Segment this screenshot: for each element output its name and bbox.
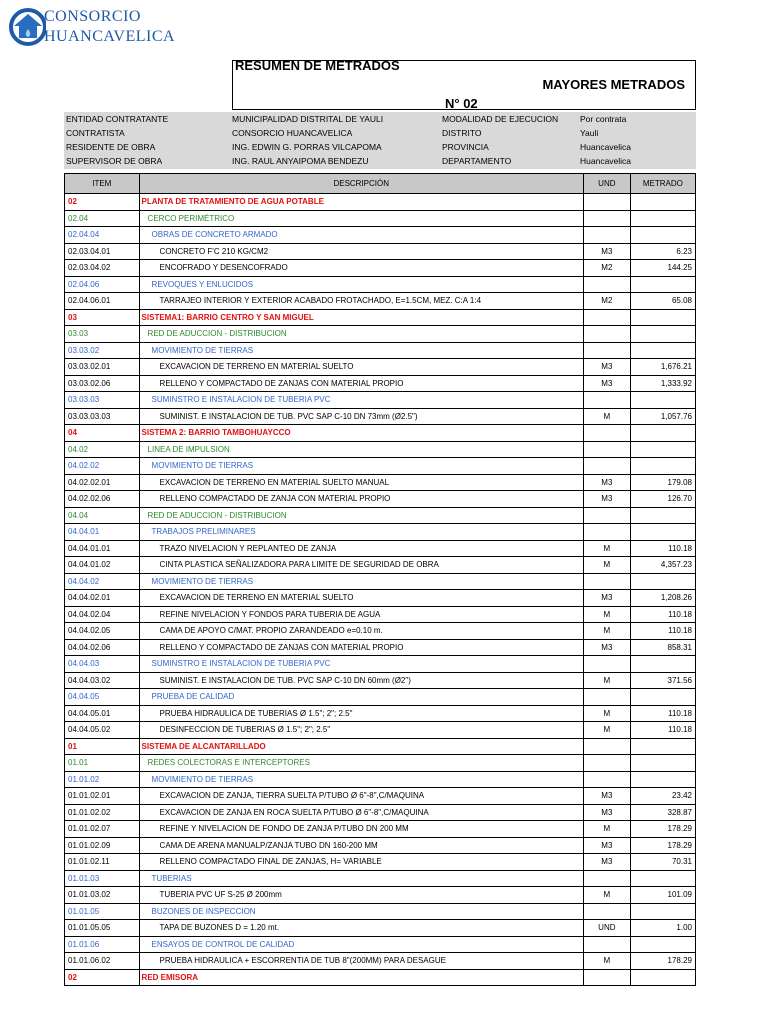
logo-line-2: HUANCAVELICA — [44, 28, 176, 45]
row-description: CONCRETO F'C 210 KG/CM2 — [139, 243, 583, 260]
row-metrado: 371.56 — [630, 672, 695, 689]
row-unit — [583, 969, 630, 986]
row-description: TAPA DE BUZONES D = 1.20 mt. — [139, 920, 583, 937]
row-item: 02 — [65, 969, 140, 986]
row-item: 04 — [65, 425, 140, 442]
table-row — [65, 722, 696, 739]
row-description: TUBERIAS — [139, 870, 583, 887]
title-box — [232, 60, 696, 110]
row-description: SUMINIST. E INSTALACION DE TUB. PVC SAP C-10 DN 60mm (Ø2") — [139, 672, 583, 689]
table-row — [65, 821, 696, 838]
row-item: 01 — [65, 738, 140, 755]
row-item: 01.01.05.05 — [65, 920, 140, 937]
row-item: 02 — [65, 194, 140, 211]
row-metrado — [630, 870, 695, 887]
row-unit — [583, 689, 630, 706]
row-item: 01.01.03.02 — [65, 887, 140, 904]
row-unit: M3 — [583, 837, 630, 854]
row-item: 04.02.02 — [65, 458, 140, 475]
logo-line-1: CONSORCIO — [44, 8, 141, 25]
row-metrado: 23.42 — [630, 788, 695, 805]
row-unit: M — [583, 606, 630, 623]
table-row — [65, 309, 696, 326]
table-row — [65, 689, 696, 706]
table-row — [65, 474, 696, 491]
row-unit: M — [583, 821, 630, 838]
row-metrado — [630, 392, 695, 409]
row-metrado — [630, 425, 695, 442]
row-description: SISTEMA1: BARRIO CENTRO Y SAN MIGUEL — [139, 309, 583, 326]
row-item: 04.04.02 — [65, 573, 140, 590]
row-unit — [583, 309, 630, 326]
header-desc: DESCRIPCIÓN — [139, 174, 583, 194]
row-item: 02.04 — [65, 210, 140, 227]
info-label: DISTRITO — [442, 128, 482, 138]
row-metrado — [630, 573, 695, 590]
row-item: 04.04.01.02 — [65, 557, 140, 574]
table-row — [65, 788, 696, 805]
row-item: 04.04.01.01 — [65, 540, 140, 557]
row-unit — [583, 656, 630, 673]
header-metrado: METRADO — [630, 174, 695, 194]
row-description: TRAZO NIVELACION Y REPLANTEO DE ZANJA — [139, 540, 583, 557]
row-item: 04.04.02.06 — [65, 639, 140, 656]
table-row — [65, 573, 696, 590]
row-description: RELLENO Y COMPACTADO DE ZANJAS CON MATERIAL PROPIO — [139, 375, 583, 392]
row-item: 03 — [65, 309, 140, 326]
row-item: 01.01.02.02 — [65, 804, 140, 821]
row-metrado — [630, 524, 695, 541]
row-item: 04.04.02.01 — [65, 590, 140, 607]
row-unit — [583, 458, 630, 475]
row-metrado: 179.08 — [630, 474, 695, 491]
row-unit — [583, 573, 630, 590]
row-description: PRUEBA DE CALIDAD — [139, 689, 583, 706]
row-unit: M — [583, 887, 630, 904]
row-metrado — [630, 755, 695, 772]
row-unit: M — [583, 408, 630, 425]
row-metrado: 328.87 — [630, 804, 695, 821]
row-metrado — [630, 309, 695, 326]
row-description: SUMINSTRO E INSTALACION DE TUBERIA PVC — [139, 656, 583, 673]
row-description: REDES COLECTORAS E INTERCEPTORES — [139, 755, 583, 772]
row-description: EXCAVACION DE ZANJA, TIERRA SUELTA P/TUBO Ø 6"-8",C/MAQUINA — [139, 788, 583, 805]
table-row — [65, 491, 696, 508]
row-unit — [583, 870, 630, 887]
row-unit: M — [583, 672, 630, 689]
row-unit — [583, 194, 630, 211]
row-metrado: 101.09 — [630, 887, 695, 904]
row-description: LINEA DE IMPULSION — [139, 441, 583, 458]
row-description: EXCAVACION DE ZANJA EN ROCA SUELTA P/TUBO Ø 6"-8",C/MAQUINA — [139, 804, 583, 821]
row-metrado — [630, 507, 695, 524]
row-metrado — [630, 276, 695, 293]
row-description: TRABAJOS PRELIMINARES — [139, 524, 583, 541]
row-metrado: 110.18 — [630, 705, 695, 722]
row-description: OBRAS DE CONCRETO ARMADO — [139, 227, 583, 244]
info-value: Huancavelica — [580, 156, 632, 166]
row-unit: M3 — [583, 854, 630, 871]
row-item: 02.04.04 — [65, 227, 140, 244]
row-description: CINTA PLASTICA SEÑALIZADORA PARA LIMITE DE SEGURIDAD DE OBRA — [139, 557, 583, 574]
row-item: 02.04.06.01 — [65, 293, 140, 310]
row-metrado — [630, 458, 695, 475]
table-row — [65, 227, 696, 244]
row-metrado: 178.29 — [630, 837, 695, 854]
row-unit — [583, 755, 630, 772]
row-item: 03.03 — [65, 326, 140, 343]
row-unit — [583, 738, 630, 755]
row-unit: M2 — [583, 293, 630, 310]
row-description: MOVIMIENTO DE TIERRAS — [139, 342, 583, 359]
company-logo — [0, 0, 176, 52]
row-metrado: 858.31 — [630, 639, 695, 656]
table-header-row — [65, 174, 696, 194]
row-item: 01.01.02.01 — [65, 788, 140, 805]
info-label: CONTRATISTA — [66, 128, 125, 138]
row-unit: M — [583, 705, 630, 722]
row-description: PLANTA DE TRATAMIENTO DE AGUA POTABLE — [139, 194, 583, 211]
info-row — [64, 154, 696, 168]
info-label: SUPERVISOR DE OBRA — [66, 156, 163, 166]
row-metrado — [630, 903, 695, 920]
table-row — [65, 276, 696, 293]
row-item: 04.04.05 — [65, 689, 140, 706]
table-row — [65, 755, 696, 772]
row-metrado — [630, 936, 695, 953]
table-row — [65, 854, 696, 871]
row-unit — [583, 392, 630, 409]
row-unit — [583, 507, 630, 524]
info-row — [64, 126, 696, 140]
row-item: 04.02 — [65, 441, 140, 458]
row-description: SUMINSTRO E INSTALACION DE TUBERIA PVC — [139, 392, 583, 409]
info-row — [64, 140, 696, 154]
table-row — [65, 342, 696, 359]
table-row — [65, 887, 696, 904]
row-description: CAMA DE APOYO C/MAT. PROPIO ZARANDEADO e=0.10 m. — [139, 623, 583, 640]
row-unit: M — [583, 623, 630, 640]
table-row — [65, 375, 696, 392]
row-description: SISTEMA 2: BARRIO TAMBOHUAYCCO — [139, 425, 583, 442]
row-item: 03.03.02.06 — [65, 375, 140, 392]
row-unit — [583, 276, 630, 293]
row-metrado: 144.25 — [630, 260, 695, 277]
project-info — [64, 112, 696, 169]
row-metrado: 110.18 — [630, 722, 695, 739]
table-row — [65, 524, 696, 541]
row-unit: M — [583, 722, 630, 739]
row-metrado: 65.08 — [630, 293, 695, 310]
row-unit: M3 — [583, 375, 630, 392]
row-description: TARRAJEO INTERIOR Y EXTERIOR ACABADO FROTACHADO, E=1.5CM, MEZ. C:A 1:4 — [139, 293, 583, 310]
row-description: REFINE NIVELACION Y FONDOS PARA TUBERIA DE AGUA — [139, 606, 583, 623]
row-description: RED DE ADUCCION - DISTRIBUCION — [139, 507, 583, 524]
title-mayores: MAYORES METRADOS — [542, 77, 685, 92]
row-description: RELLENO COMPACTADO FINAL DE ZANJAS, H= VARIABLE — [139, 854, 583, 871]
row-item: 04.04 — [65, 507, 140, 524]
row-item: 04.02.02.06 — [65, 491, 140, 508]
row-description: PRUEBA HIDRAULICA DE TUBERIAS Ø 1.5"; 2"; 2.5" — [139, 705, 583, 722]
row-description: TUBERIA PVC UF S-25 Ø 200mm — [139, 887, 583, 904]
row-item: 03.03.02 — [65, 342, 140, 359]
row-item: 01.01.06.02 — [65, 953, 140, 970]
table-row — [65, 260, 696, 277]
row-description: PRUEBA HIDRAULICA + ESCORRENTIA DE TUB 8"(200MM) PARA DESAGUE — [139, 953, 583, 970]
table-row — [65, 441, 696, 458]
row-item: 04.04.02.05 — [65, 623, 140, 640]
table-row — [65, 606, 696, 623]
row-unit — [583, 342, 630, 359]
row-unit: M3 — [583, 590, 630, 607]
row-metrado: 110.18 — [630, 623, 695, 640]
table-row — [65, 359, 696, 376]
row-item: 03.03.03.03 — [65, 408, 140, 425]
row-item: 02.03.04.02 — [65, 260, 140, 277]
header-item: ITEM — [65, 174, 140, 194]
table-row — [65, 870, 696, 887]
table-row — [65, 903, 696, 920]
row-unit — [583, 425, 630, 442]
row-item: 01.01.02.07 — [65, 821, 140, 838]
table-row — [65, 771, 696, 788]
row-description: MOVIMIENTO DE TIERRAS — [139, 771, 583, 788]
row-unit: M3 — [583, 804, 630, 821]
table-row — [65, 969, 696, 986]
row-description: MOVIMIENTO DE TIERRAS — [139, 458, 583, 475]
table-row — [65, 639, 696, 656]
table-row — [65, 557, 696, 574]
table-row — [65, 920, 696, 937]
row-unit: M — [583, 540, 630, 557]
row-description: CERCO PERIMÉTRICO — [139, 210, 583, 227]
row-metrado: 1,208.26 — [630, 590, 695, 607]
row-description: RED EMISORA — [139, 969, 583, 986]
table-row — [65, 936, 696, 953]
table-row — [65, 738, 696, 755]
row-metrado — [630, 227, 695, 244]
row-metrado: 1,057.76 — [630, 408, 695, 425]
row-item: 01.01 — [65, 755, 140, 772]
table-row — [65, 326, 696, 343]
row-item: 04.02.02.01 — [65, 474, 140, 491]
row-description: BUZONES DE INSPECCION — [139, 903, 583, 920]
row-metrado: 4,357.23 — [630, 557, 695, 574]
row-metrado: 1,333.92 — [630, 375, 695, 392]
table-row — [65, 672, 696, 689]
info-label: DEPARTAMENTO — [442, 156, 512, 166]
row-item: 01.01.02 — [65, 771, 140, 788]
info-value: Por contrata — [580, 114, 627, 124]
row-unit — [583, 771, 630, 788]
row-item: 03.03.02.01 — [65, 359, 140, 376]
info-value: Huancavelica — [580, 142, 632, 152]
row-metrado: 1.00 — [630, 920, 695, 937]
row-unit: M3 — [583, 639, 630, 656]
house-drop-icon — [6, 2, 46, 50]
row-metrado — [630, 194, 695, 211]
info-label: RESIDENTE DE OBRA — [66, 142, 156, 152]
row-metrado — [630, 326, 695, 343]
row-unit: M3 — [583, 491, 630, 508]
table-row — [65, 458, 696, 475]
row-unit: M3 — [583, 359, 630, 376]
row-item: 01.01.05 — [65, 903, 140, 920]
info-value: CONSORCIO HUANCAVELICA — [232, 128, 353, 138]
row-description: RED DE ADUCCION - DISTRIBUCION — [139, 326, 583, 343]
table-row — [65, 953, 696, 970]
info-row — [64, 112, 696, 126]
table-row — [65, 243, 696, 260]
info-value: ING. RAUL ANYAIPOMA BENDEZU — [232, 156, 369, 166]
row-unit: M3 — [583, 474, 630, 491]
row-metrado — [630, 969, 695, 986]
info-label: MODALIDAD DE EJECUCION — [442, 114, 559, 124]
table-row — [65, 656, 696, 673]
row-metrado: 70.31 — [630, 854, 695, 871]
row-description: SUMINIST. E INSTALACION DE TUB. PVC SAP C-10 DN 73mm (Ø2.5") — [139, 408, 583, 425]
info-value: ING. EDWIN G. PORRAS VILCAPOMA — [232, 142, 382, 152]
table-row — [65, 507, 696, 524]
row-metrado: 1,676.21 — [630, 359, 695, 376]
table-row — [65, 623, 696, 640]
row-item: 01.01.03 — [65, 870, 140, 887]
row-description: SISTEMA DE ALCANTARILLADO — [139, 738, 583, 755]
row-metrado: 6.23 — [630, 243, 695, 260]
row-description: DESINFECCION DE TUBERIAS Ø 1.5"; 2"; 2.5" — [139, 722, 583, 739]
row-unit — [583, 441, 630, 458]
row-description: MOVIMIENTO DE TIERRAS — [139, 573, 583, 590]
row-unit: M — [583, 557, 630, 574]
info-value: Yauli — [580, 128, 599, 138]
table-row — [65, 210, 696, 227]
row-metrado: 178.29 — [630, 953, 695, 970]
row-description: REVOQUES Y ENLUCIDOS — [139, 276, 583, 293]
row-metrado — [630, 342, 695, 359]
table-row — [65, 590, 696, 607]
row-unit — [583, 936, 630, 953]
row-metrado: 126.70 — [630, 491, 695, 508]
row-item: 04.04.02.04 — [65, 606, 140, 623]
table-row — [65, 293, 696, 310]
row-item: 04.04.05.02 — [65, 722, 140, 739]
table-body — [65, 194, 696, 986]
row-unit: UND — [583, 920, 630, 937]
title-resumen: RESUMEN DE METRADOS — [235, 58, 400, 73]
row-item: 04.04.01 — [65, 524, 140, 541]
row-description: ENSAYOS DE CONTROL DE CALIDAD — [139, 936, 583, 953]
row-metrado: 110.18 — [630, 540, 695, 557]
row-item: 02.04.06 — [65, 276, 140, 293]
row-unit: M — [583, 953, 630, 970]
title-number: N° 02 — [445, 96, 478, 111]
row-unit: M3 — [583, 243, 630, 260]
row-metrado: 110.18 — [630, 606, 695, 623]
row-metrado — [630, 771, 695, 788]
info-label: ENTIDAD CONTRATANTE — [66, 114, 169, 124]
table-row — [65, 705, 696, 722]
metrados-table — [64, 173, 696, 986]
row-unit — [583, 326, 630, 343]
row-description: RELLENO COMPACTADO DE ZANJA CON MATERIAL PROPIO — [139, 491, 583, 508]
row-description: REFINE Y NIVELACION DE FONDO DE ZANJA P/TUBO DN 200 MM — [139, 821, 583, 838]
row-metrado — [630, 210, 695, 227]
row-description: CAMA DE ARENA MANUALP/ZANJA TUBO DN 160-200 MM — [139, 837, 583, 854]
row-item: 03.03.03 — [65, 392, 140, 409]
row-unit — [583, 227, 630, 244]
row-description: EXCAVACION DE TERRENO EN MATERIAL SUELTO MANUAL — [139, 474, 583, 491]
row-metrado — [630, 689, 695, 706]
table-row — [65, 804, 696, 821]
table-row — [65, 194, 696, 211]
row-metrado — [630, 441, 695, 458]
row-metrado — [630, 656, 695, 673]
row-item: 04.04.03.02 — [65, 672, 140, 689]
row-metrado: 178.29 — [630, 821, 695, 838]
row-description: RELLENO Y COMPACTADO DE ZANJAS CON MATERIAL PROPIO — [139, 639, 583, 656]
table-row — [65, 837, 696, 854]
row-metrado — [630, 738, 695, 755]
table-row — [65, 425, 696, 442]
table-row — [65, 408, 696, 425]
row-unit: M2 — [583, 260, 630, 277]
row-unit — [583, 524, 630, 541]
row-item: 02.03.04.01 — [65, 243, 140, 260]
row-item: 01.01.02.09 — [65, 837, 140, 854]
info-value: MUNICIPALIDAD DISTRITAL DE YAULI — [232, 114, 384, 124]
row-description: ENCOFRADO Y DESENCOFRADO — [139, 260, 583, 277]
row-item: 01.01.06 — [65, 936, 140, 953]
row-item: 04.04.03 — [65, 656, 140, 673]
info-label: PROVINCIA — [442, 142, 489, 152]
row-description: EXCAVACION DE TERRENO EN MATERIAL SUELTO — [139, 359, 583, 376]
table-row — [65, 540, 696, 557]
row-unit: M3 — [583, 788, 630, 805]
row-item: 01.01.02.11 — [65, 854, 140, 871]
row-item: 04.04.05.01 — [65, 705, 140, 722]
table-row — [65, 392, 696, 409]
row-unit — [583, 210, 630, 227]
row-unit — [583, 903, 630, 920]
row-description: EXCAVACION DE TERRENO EN MATERIAL SUELTO — [139, 590, 583, 607]
header-und: UND — [583, 174, 630, 194]
